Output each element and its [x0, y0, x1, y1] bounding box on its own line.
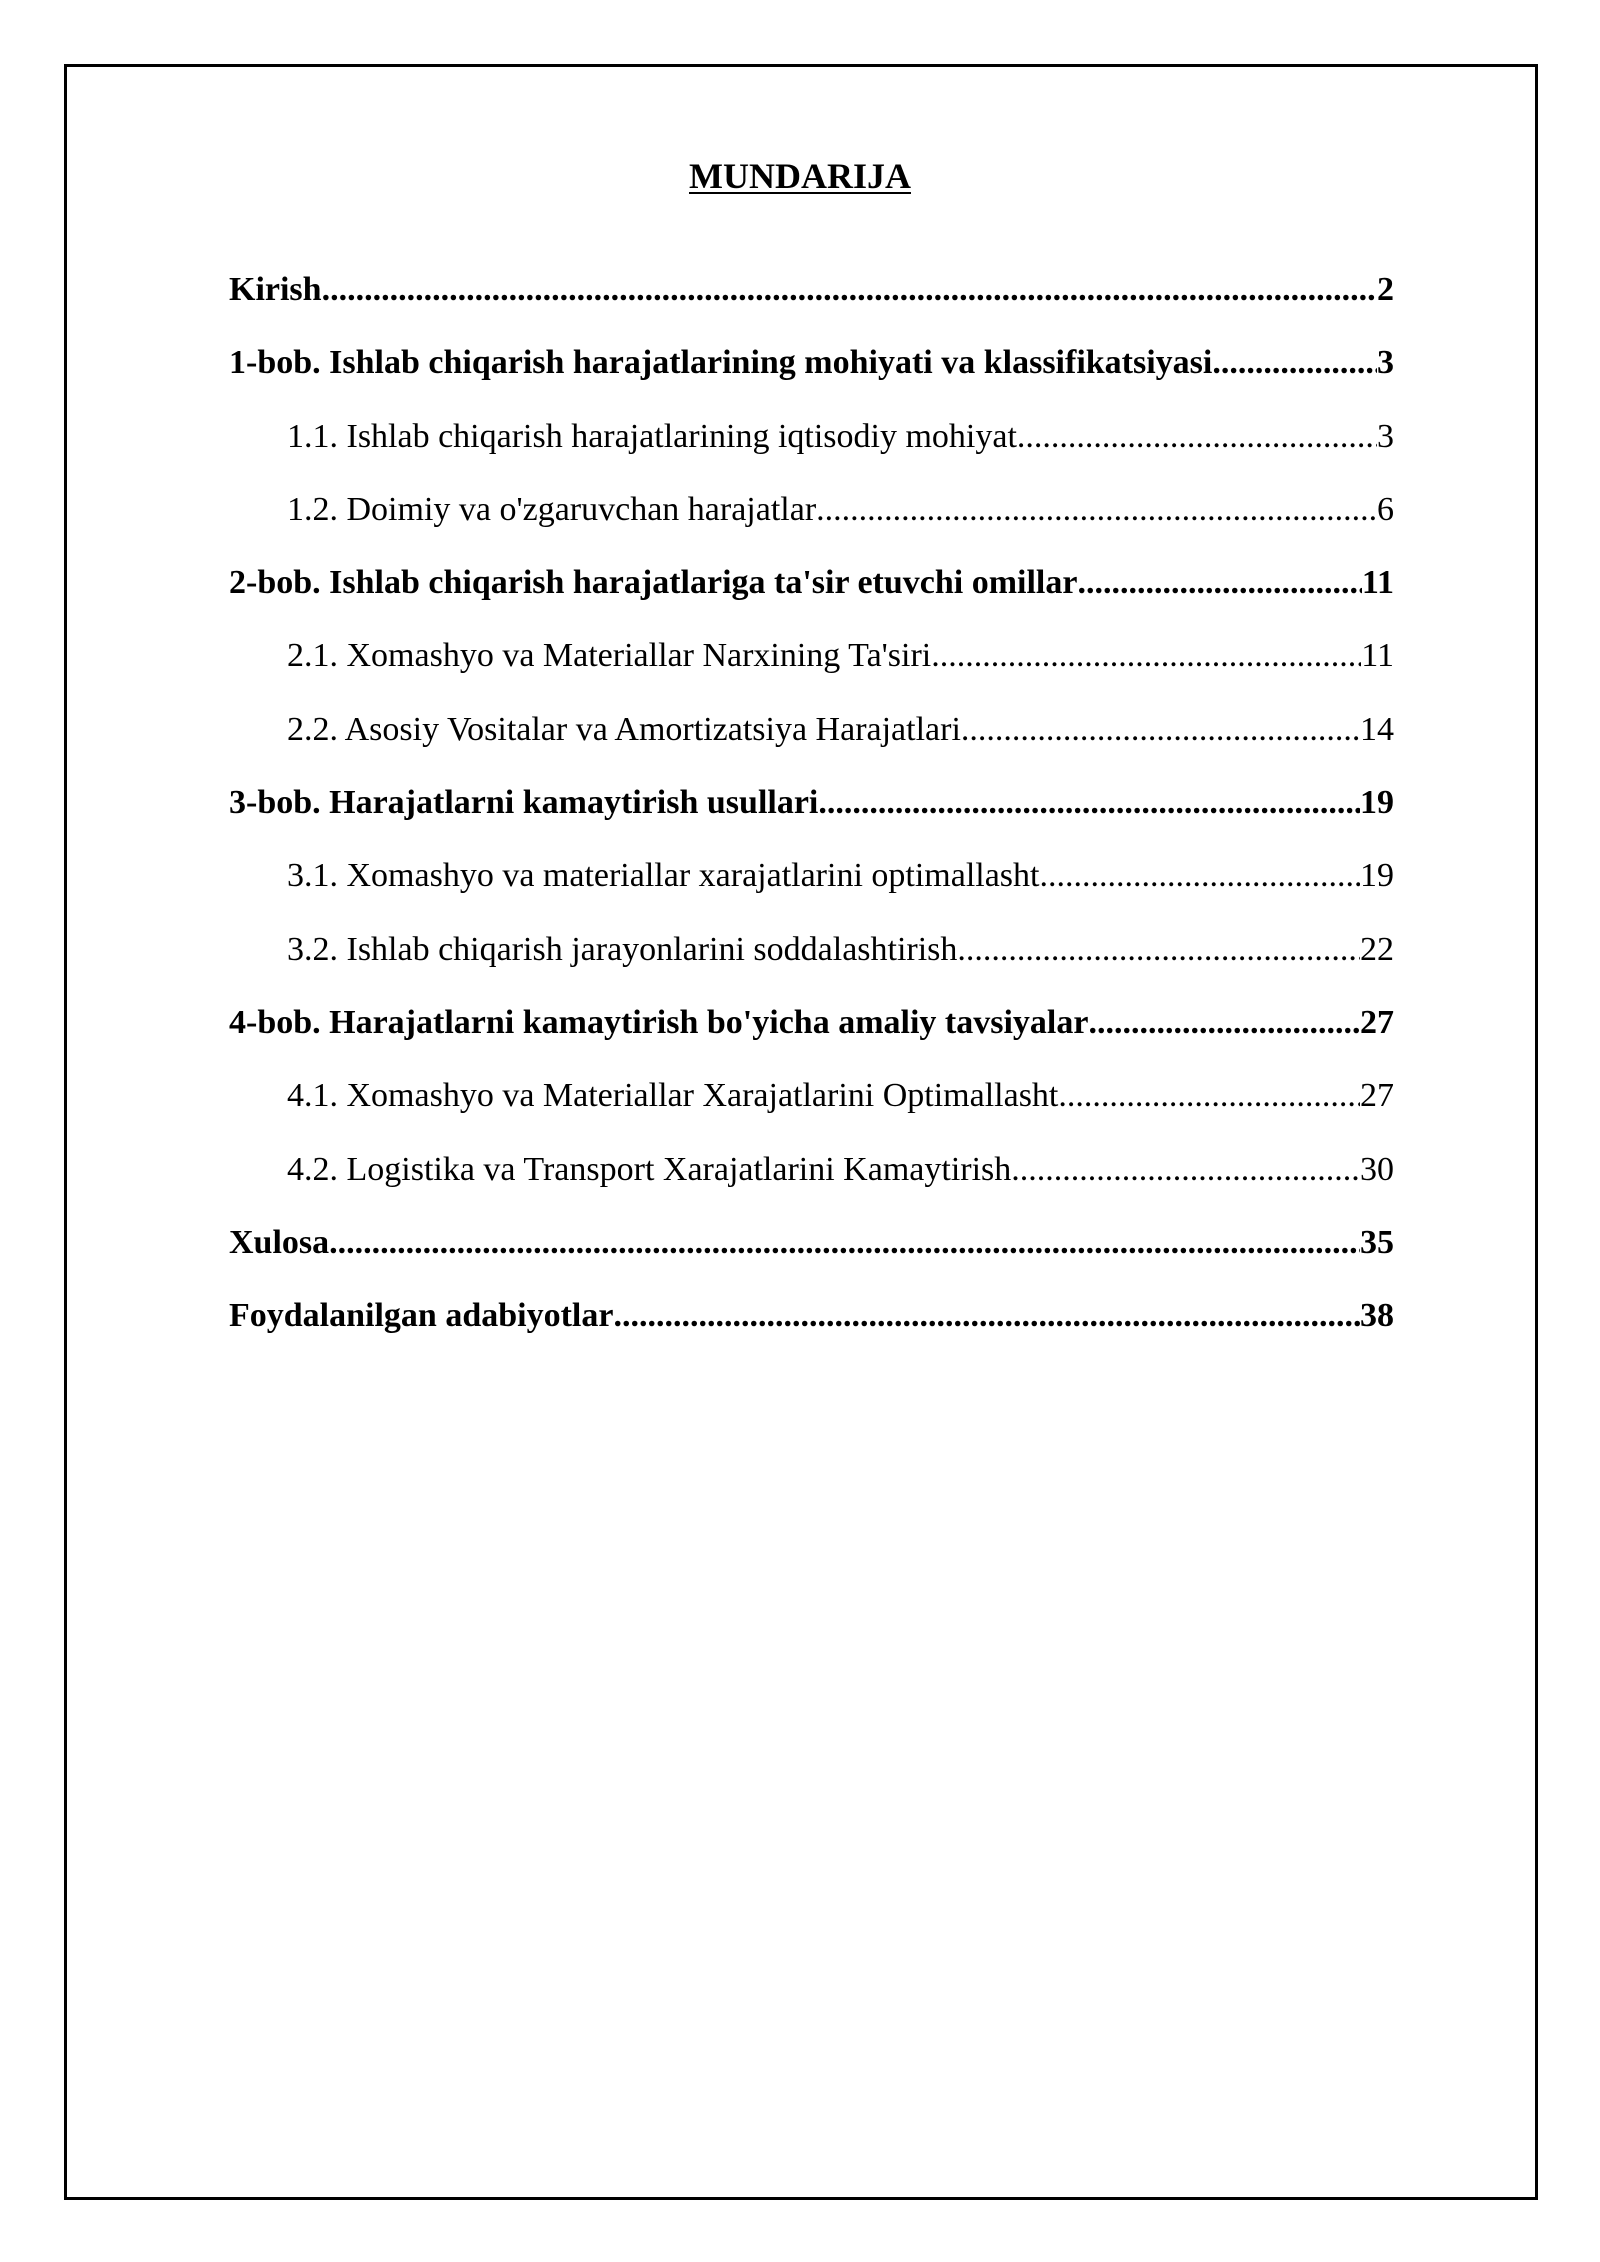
dot-leader — [329, 1219, 1360, 1267]
toc-entry-page: 19 — [1360, 857, 1394, 895]
toc-entry-title: 4.2. Logistika va Transport Xarajatlarini Kamaytirish — [287, 1150, 1012, 1188]
toc-entry[interactable] — [229, 266, 1394, 339]
toc-entry[interactable] — [229, 559, 1394, 632]
toc-entry[interactable] — [229, 339, 1394, 412]
toc-entry-title: 2.2. Asosiy Vositalar va Amortizatsiya Harajatlari — [287, 710, 961, 748]
toc-entry[interactable] — [229, 706, 1394, 779]
toc-entry[interactable] — [229, 632, 1394, 705]
dot-leader — [961, 706, 1360, 754]
toc-entry-page: 3 — [1377, 417, 1394, 455]
toc-entry-page: 38 — [1360, 1297, 1394, 1335]
toc-entry-page: 11 — [1361, 564, 1394, 602]
toc-entry-page: 3 — [1377, 344, 1394, 382]
toc-entry[interactable] — [229, 779, 1394, 852]
dot-leader — [322, 266, 1377, 314]
toc-entry-title: Kirish — [229, 271, 322, 308]
dot-leader — [613, 1292, 1360, 1340]
toc-entry[interactable] — [229, 1072, 1394, 1145]
toc-entry[interactable] — [229, 1219, 1394, 1292]
dot-leader — [1039, 852, 1360, 900]
toc-entry-page: 27 — [1360, 1003, 1394, 1041]
toc-entry[interactable] — [229, 852, 1394, 925]
toc-entry-title: Xulosa — [229, 1223, 330, 1261]
dot-leader — [1011, 1146, 1360, 1194]
toc-entry-page: 30 — [1360, 1150, 1394, 1188]
toc-entry-title: 3.2. Ishlab chiqarish jarayonlarini soddalashtirish — [287, 930, 958, 968]
toc-entry[interactable] — [229, 1146, 1394, 1219]
toc-entry-page: 22 — [1360, 930, 1394, 968]
dot-leader — [931, 632, 1361, 680]
dot-leader — [1017, 413, 1377, 461]
toc-entry-title: 3.1. Xomashyo va materiallar xarajatlarini optimallasht — [287, 857, 1040, 895]
dot-leader — [818, 779, 1360, 827]
toc-entry-page: 6 — [1377, 490, 1394, 528]
toc-entry[interactable] — [229, 1292, 1394, 1365]
dot-leader — [1212, 339, 1377, 387]
toc-entry-title: 4.1. Xomashyo va Materiallar Xarajatlarini Optimallasht — [287, 1077, 1059, 1115]
toc-entry-title: 4-bob. Harajatlarni kamaytirish bo'yicha amaliy tavsiyalar — [229, 1003, 1089, 1041]
toc-title: MUNDARIJA — [689, 156, 911, 196]
toc-entry-title: 3-bob. Harajatlarni kamaytirish usullari — [229, 784, 819, 822]
toc-entry[interactable] — [229, 413, 1394, 486]
toc-entry-page: 19 — [1360, 784, 1394, 822]
dot-leader — [1077, 559, 1361, 607]
toc-entry-page: 35 — [1360, 1223, 1394, 1261]
toc-entry-title: Foydalanilgan adabiyotlar — [229, 1297, 614, 1335]
dot-leader — [1058, 1072, 1360, 1120]
toc-entry-page: 14 — [1360, 710, 1394, 748]
toc-entry[interactable] — [229, 999, 1394, 1072]
dot-leader — [957, 926, 1360, 974]
toc-entry-title: 1-bob. Ishlab chiqarish harajatlarining mohiyati va klassifikatsiyasi — [229, 344, 1213, 382]
toc-entry-page: 11 — [1361, 637, 1394, 675]
toc-entry-page: 2 — [1377, 271, 1394, 308]
toc-entry[interactable] — [229, 926, 1394, 999]
toc-entry[interactable] — [229, 486, 1394, 559]
toc-entry-title: 1.1. Ishlab chiqarish harajatlarining iqtisodiy mohiyat — [287, 417, 1017, 455]
toc-entry-page: 27 — [1360, 1077, 1394, 1115]
dot-leader — [816, 486, 1377, 534]
toc-entry-title: 2-bob. Ishlab chiqarish harajatlariga ta'sir etuvchi omillar — [229, 564, 1078, 602]
dot-leader — [1088, 999, 1360, 1047]
toc-entry-title: 1.2. Doimiy va o'zgaruvchan harajatlar — [287, 490, 817, 528]
toc-entry-title: 2.1. Xomashyo va Materiallar Narxining Ta'siri — [287, 637, 932, 675]
table-of-contents — [229, 266, 1394, 1365]
